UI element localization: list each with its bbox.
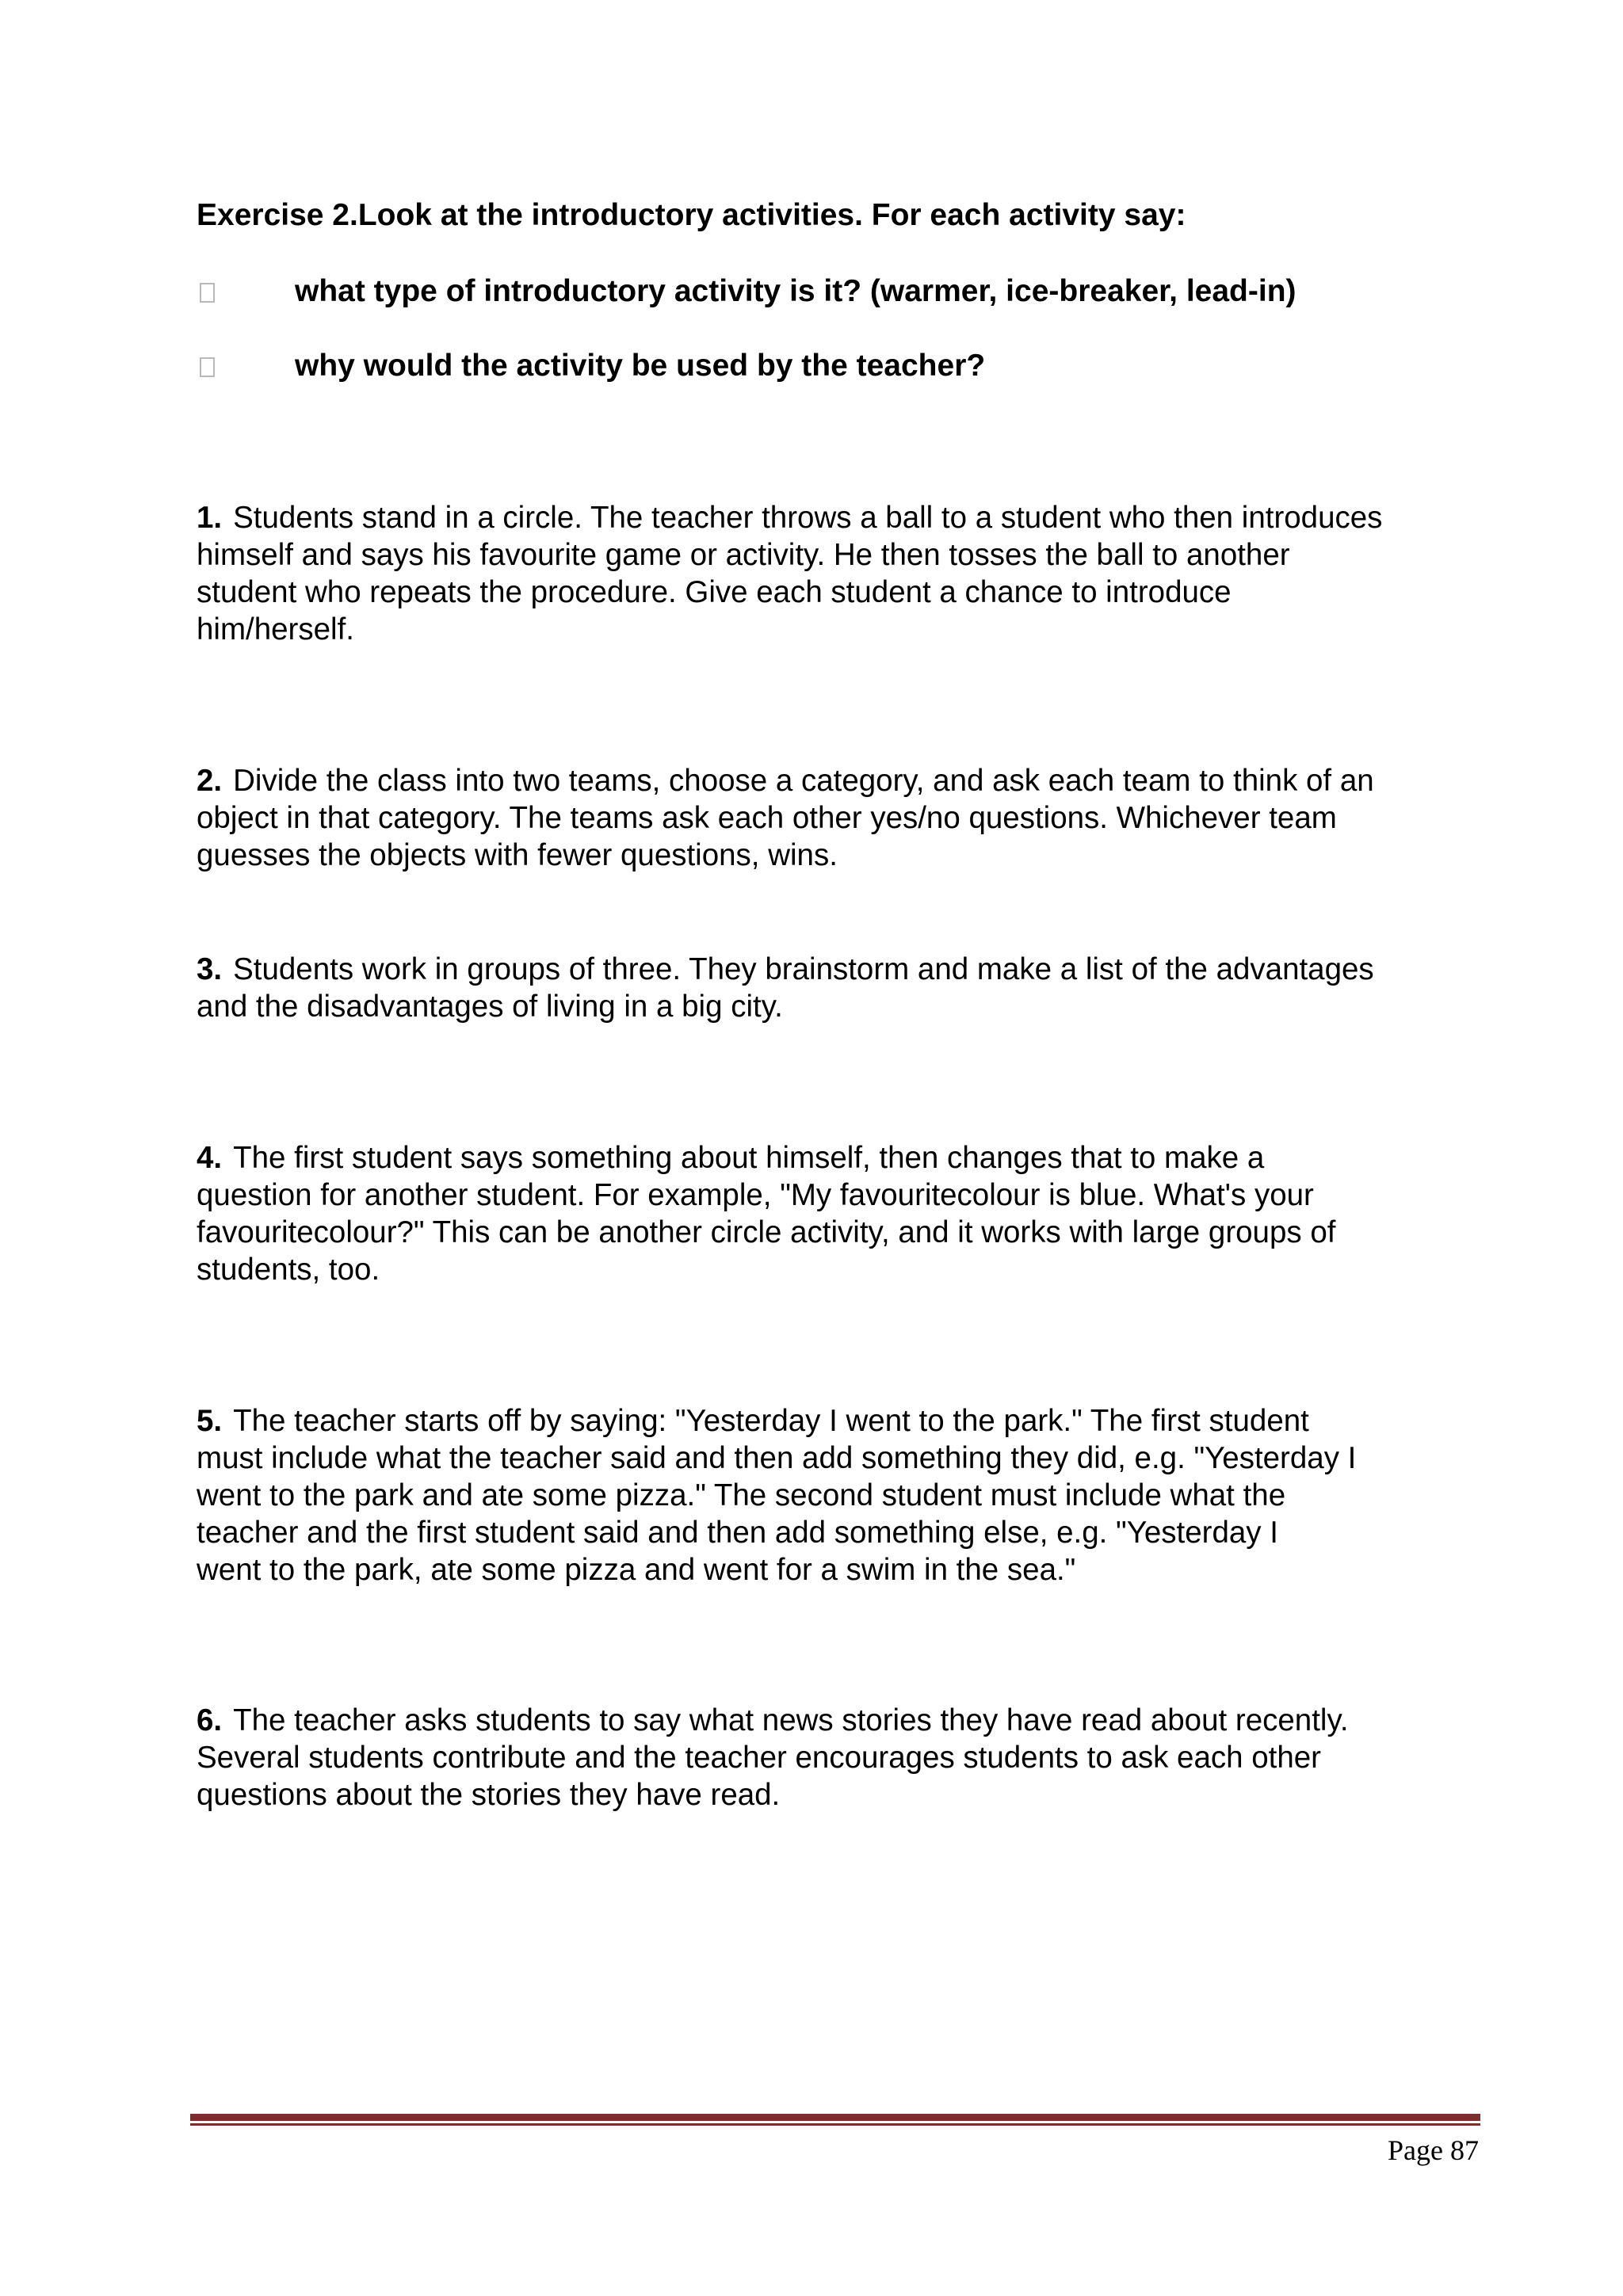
activity-line: Several students contribute and the teacher encourages students to ask each other — [197, 1741, 1321, 1775]
activity-line: him/herself. — [197, 612, 354, 646]
activity-2 — [197, 762, 1480, 874]
activity-line: 4. The first student says something about himself, then changes that to make a — [197, 1141, 1265, 1175]
activity-line: students, too. — [197, 1253, 380, 1287]
bullet-text: why would the activity be used by the teacher? — [295, 349, 986, 383]
activity-number: 6. — [197, 1703, 223, 1737]
activity-line: object in that category. The teams ask each other yes/no questions. Whichever team — [197, 801, 1337, 835]
page-number: Page 87 — [1388, 2134, 1479, 2166]
activity-6 — [197, 1702, 1480, 1814]
activity-line: 1. Students stand in a circle. The teacher throws a ball to a student who then introduces — [197, 501, 1383, 535]
bullet-box-icon — [200, 283, 215, 303]
activity-number: 1. — [197, 501, 223, 535]
activity-line: went to the park, ate some pizza and went for a swim in the sea." — [197, 1553, 1076, 1587]
activity-number: 4. — [197, 1141, 223, 1175]
activity-number: 2. — [197, 764, 223, 798]
activity-line: himself and says his favourite game or activity. He then tosses the ball to another — [197, 538, 1290, 572]
activity-number: 5. — [197, 1404, 223, 1438]
activity-number: 3. — [197, 952, 223, 986]
activity-line: 3. Students work in groups of three. They brainstorm and make a list of the advantages — [197, 952, 1374, 986]
activity-line: 5. The teacher starts off by saying: "Yesterday I went to the park." The first student — [197, 1404, 1309, 1438]
activity-line: 6. The teacher asks students to say what news stories they have read about recently. — [197, 1703, 1349, 1737]
footer-divider — [190, 2114, 1480, 2126]
bullet-text: what type of introductory activity is it? (warmer, ice-breaker, lead-in) — [295, 274, 1296, 308]
activity-line: guesses the objects with fewer questions, wins. — [197, 838, 838, 872]
exercise-heading: Exercise 2.Look at the introductory activities. For each activity say: — [197, 198, 1186, 232]
activity-line: went to the park and ate some pizza." The second student must include what the — [197, 1478, 1286, 1512]
activity-line: 2. Divide the class into two teams, choose a category, and ask each team to think of an — [197, 764, 1374, 798]
activity-line: teacher and the first student said and then add something else, e.g. "Yesterday I — [197, 1516, 1278, 1550]
activity-line: questions about the stories they have read. — [197, 1778, 781, 1812]
activity-3 — [197, 951, 1480, 1025]
activity-line: and the disadvantages of living in a big city. — [197, 990, 783, 1024]
activity-5 — [197, 1402, 1480, 1589]
bullet-item-type — [197, 273, 1465, 311]
activity-line: favouritecolour?" This can be another circle activity, and it works with large groups of — [197, 1215, 1336, 1249]
bullet-item-why — [197, 347, 1465, 385]
activity-line: student who repeats the procedure. Give each student a chance to introduce — [197, 575, 1232, 609]
activity-line: question for another student. For example, "My favouritecolour is blue. What's your — [197, 1178, 1314, 1212]
bullet-box-icon — [200, 357, 215, 377]
activity-4 — [197, 1139, 1480, 1288]
footer-divider-thick — [190, 2114, 1480, 2121]
footer-divider-thin — [190, 2123, 1480, 2126]
activity-1 — [197, 499, 1480, 648]
activity-line: must include what the teacher said and then add something they did, e.g. "Yesterday I — [197, 1441, 1357, 1475]
